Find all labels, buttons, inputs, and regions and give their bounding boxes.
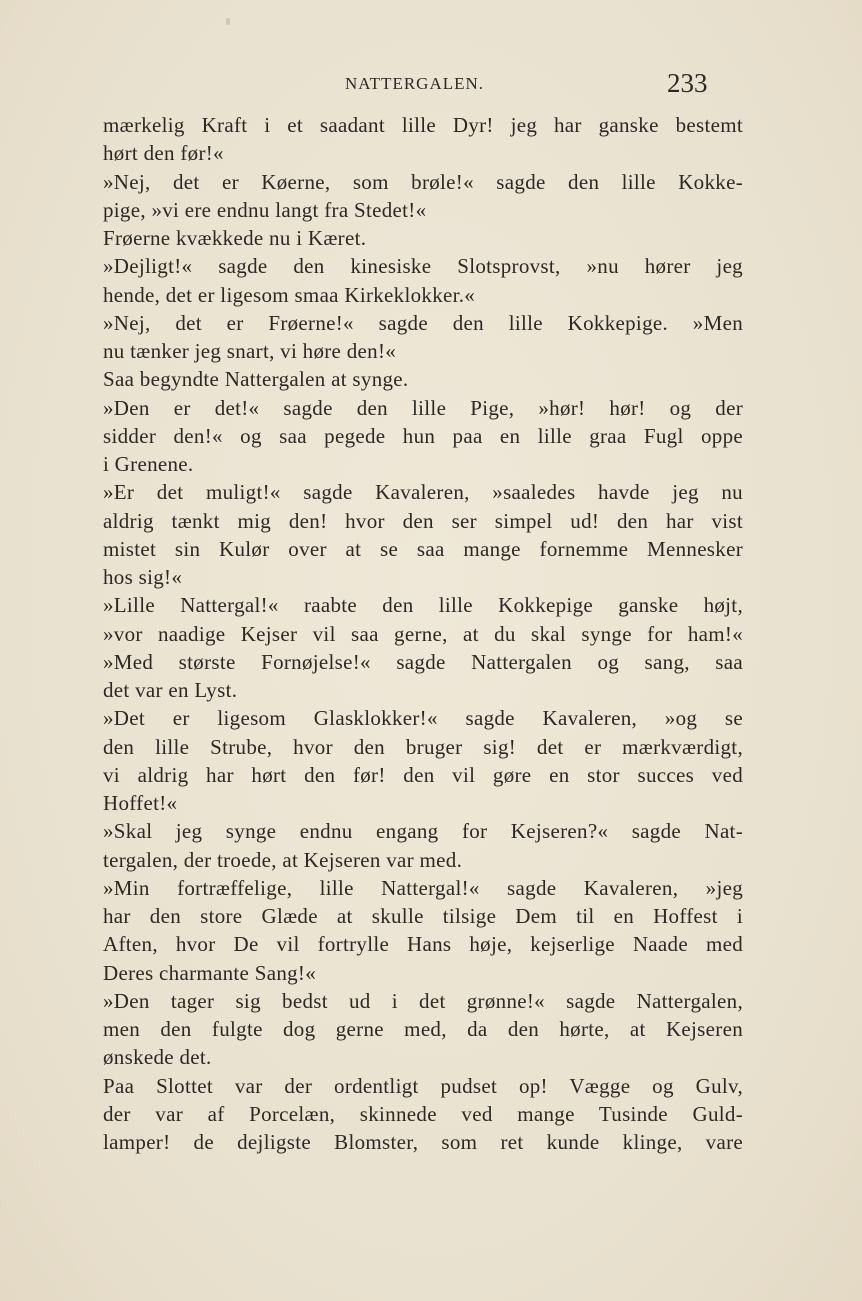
text-line: nu tænker jeg snart, vi høre den!« [103,339,397,363]
text-line: »vor naadige Kejser vil saa gerne, at du skal synge for ham!« [103,621,743,646]
text-line: hørt den før!« [103,141,224,166]
text-line: »Det er ligesom Glasklokker!« sagde Kavaleren, »og se [103,706,743,731]
text-line: hende, det er ligesom smaa Kirkeklokker.« [103,282,476,307]
text-line: Frøerne kvækkede nu i Kæret. [103,226,367,250]
text-line: den lille Strube, hvor den bruger sig! det er mærkværdigt, [103,734,743,759]
text-line: »Nej, det er Frøerne!« sagde den lille Kokkepige. »Men [103,310,743,335]
text-line: Deres charmante Sang!« [103,960,317,985]
page-number: 233 [667,68,708,98]
running-title: NATTERGALEN. [345,74,485,93]
text-line: mærkelig Kraft i et saadant lille Dyr! jeg har ganske bestemt [103,113,743,137]
text-line: Hoffet!« [103,791,178,815]
body-text [103,111,743,1156]
text-line: »Dejligt!« sagde den kinesiske Slotsprovst, »nu hører jeg [103,254,743,279]
text-line: det var en Lyst. [103,678,238,702]
text-line: tergalen, der troede, at Kejseren var med. [103,847,463,872]
text-line: hos sig!« [103,565,183,589]
text-line: vi aldrig har hørt den før! den vil gøre en stor succes ved [103,762,743,787]
text-line: lamper! de dejligste Blomster, som ret kunde klinge, vare [103,1130,743,1154]
text-line: pige, »vi ere endnu langt fra Stedet!« [103,197,427,222]
text-line: har den store Glæde at skulle tilsige Dem til en Hoffest i [103,904,743,928]
text-line: Paa Slottet var der ordentligt pudset op! Vægge og Gulv, [103,1073,743,1098]
text-line: »Skal jeg synge endnu engang for Kejseren?« sagde Nat- [103,819,743,844]
text-line: »Nej, det er Køerne, som brøle!« sagde den lille Kokke- [103,169,743,194]
text-line: Saa begyndte Nattergalen at synge. [103,367,409,392]
page-header [0,68,862,102]
text-line: ønskede det. [103,1045,212,1070]
text-line: »Min fortræffelige, lille Nattergal!« sagde Kavaleren, »jeg [103,875,743,900]
text-line: der var af Porcelæn, skinnede ved mange Tusinde Guld- [103,1101,743,1126]
text-line: »Er det muligt!« sagde Kavaleren, »saaledes havde jeg nu [103,480,743,505]
text-line: sidder den!« og saa pegede hun paa en lille graa Fugl oppe [103,423,743,448]
paper-speck [226,18,230,25]
text-line: Aften, hvor De vil fortrylle Hans høje, kejserlige Naade med [103,932,743,957]
text-line: aldrig tænkt mig den! hvor den ser simpel ud! den har vist [103,508,743,533]
text-line: »Den tager sig bedst ud i det grønne!« sagde Nattergalen, [103,988,743,1013]
text-line: »Med største Fornøjelse!« sagde Nattergalen og sang, saa [103,649,743,674]
text-line: i Grenene. [103,452,194,476]
text-line: mistet sin Kulør over at se saa mange fornemme Mennesker [103,536,743,561]
text-line: »Lille Nattergal!« raabte den lille Kokkepige ganske højt, [103,593,743,618]
text-line: men den fulgte dog gerne med, da den hørte, at Kejseren [103,1017,743,1041]
text-line: »Den er det!« sagde den lille Pige, »hør! hør! og der [103,395,743,420]
